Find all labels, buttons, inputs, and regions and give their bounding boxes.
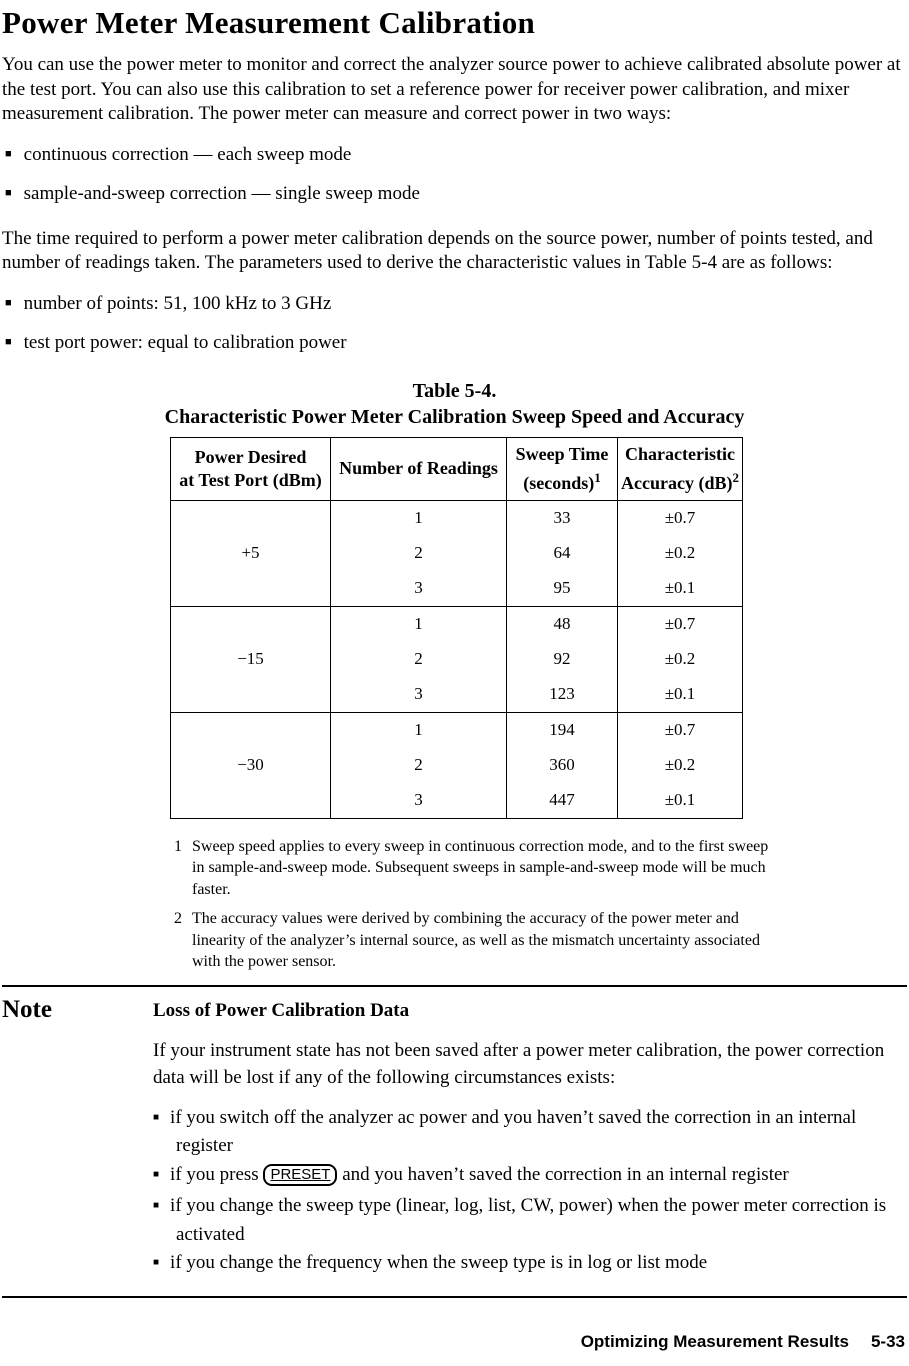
sweep-time-cell: 447 (507, 783, 618, 819)
header-cell-power: Power Desired at Test Port (dBm) (179, 446, 322, 490)
sweep-time-cell: 360 (507, 748, 618, 783)
intro-paragraph: You can use the power meter to monitor and correct the analyzer source power to achieve calibrated absolute power at the test port. You can also use this calibration to set a reference power for receiver power calibration, and mixer measurement calibration. The power meter can measure and correct power in two ways: (2, 54, 901, 125)
accuracy-cell: ±0.1 (618, 783, 743, 819)
readings-cell: 2 (331, 748, 507, 783)
table-row (171, 606, 743, 642)
sweep-time-cell: 33 (507, 500, 618, 536)
list-item: ■ test port power: equal to calibration power (5, 331, 907, 358)
footnote-number: 2 (174, 910, 182, 928)
correction-mode-list (2, 143, 907, 209)
footnote-marker: 1 (594, 469, 601, 485)
table-caption (2, 378, 907, 430)
note-heading: Loss of Power Calibration Data (153, 999, 410, 1021)
note-bullet: ■ if you change the sweep type (linear, log, list, CW, power) when the power meter correction is activated (153, 1193, 905, 1247)
accuracy-cell: ±0.7 (618, 500, 743, 536)
note-bullet (153, 1162, 905, 1191)
table-caption-title: Characteristic Power Meter Calibration Sweep Speed and Accuracy (164, 405, 745, 428)
footnote (174, 836, 774, 901)
accuracy-cell: ±0.7 (618, 712, 743, 748)
footnote-marker: 2 (732, 469, 739, 485)
readings-cell: 1 (331, 712, 507, 748)
table-group-plus5 (171, 500, 743, 606)
readings-cell: 2 (331, 642, 507, 677)
page-number: 5-33 (870, 1332, 905, 1351)
readings-cell: 3 (331, 783, 507, 819)
parameter-list (2, 292, 907, 358)
preset-key: PRESET (263, 1164, 337, 1186)
note-bullet-text: and you haven’t saved the correction in an internal register (337, 1163, 789, 1185)
footer-chapter-title: Optimizing Measurement Results (580, 1332, 849, 1351)
header-cell-readings: Number of Readings (331, 437, 507, 500)
accuracy-cell: ±0.2 (618, 642, 743, 677)
list-item: ■ number of points: 51, 100 kHz to 3 GHz (5, 292, 907, 319)
note-bullet: ■ if you switch off the analyzer ac power and you haven’t saved the correction in an internal register (153, 1105, 905, 1159)
readings-cell: 2 (331, 536, 507, 571)
footnote-text: Sweep speed applies to every sweep in continuous correction mode, and to the first sweep in sample-and-sweep mode. Subsequent sweeps in sample-and-sweep mode will be much faster. (192, 837, 769, 898)
accuracy-cell: ±0.2 (618, 748, 743, 783)
accuracy-cell: ±0.7 (618, 606, 743, 642)
sweep-time-cell: 95 (507, 571, 618, 607)
sweep-time-cell: 64 (507, 536, 618, 571)
readings-cell: 3 (331, 571, 507, 607)
table-row (171, 712, 743, 748)
table-group-minus30 (171, 712, 743, 818)
note-bullet-list (153, 1105, 905, 1279)
sweep-time-cell: 123 (507, 677, 618, 713)
sweep-time-cell: 92 (507, 642, 618, 677)
note-content (153, 997, 907, 1282)
bottom-divider (2, 1296, 907, 1298)
header-cell-accuracy: Characteristic Accuracy (dB)$^2$ (618, 437, 743, 500)
note-bullet: ■ if you change the frequency when the sweep type is in log or list mode (153, 1250, 905, 1279)
footnote-text: The accuracy values were derived by combining the accuracy of the power meter and linearity of the analyzer’s internal source, as well as the mismatch uncertainty associated with the power sensor. (192, 910, 760, 971)
footnote (174, 908, 774, 973)
list-item: ■ continuous correction — each sweep mode (5, 143, 907, 170)
header-cell-sweep-time: Sweep Time (seconds)$^1$ (507, 437, 618, 500)
accuracy-cell: ±0.2 (618, 536, 743, 571)
power-cell: +5 (241, 543, 260, 563)
power-cell: −30 (237, 755, 264, 775)
note-bullet-text: if you press (170, 1163, 264, 1185)
readings-cell: 3 (331, 677, 507, 713)
table-group-minus15 (171, 606, 743, 712)
page-title: Power Meter Measurement Calibration (2, 5, 536, 40)
readings-cell: 1 (331, 500, 507, 536)
table-caption-number: Table 5-4. (412, 379, 497, 402)
list-item: ■ sample-and-sweep correction — single sweep mode (5, 182, 907, 209)
sweep-time-cell: 194 (507, 712, 618, 748)
sweep-time-paragraph: The time required to perform a power meter calibration depends on the source power, number of points tested, and number of readings taken. The parameters used to derive the characteristic values in Table 5-4 are as follows: (2, 227, 873, 274)
sweep-time-cell: 48 (507, 606, 618, 642)
note-section (2, 985, 907, 1282)
page-footer (581, 1332, 905, 1352)
note-label: Note (2, 995, 52, 1023)
calibration-table (170, 437, 743, 819)
accuracy-cell: ±0.1 (618, 571, 743, 607)
power-cell: −15 (237, 649, 264, 669)
footnote-number: 1 (174, 837, 182, 855)
note-paragraph: If your instrument state has not been saved after a power meter calibration, the power correction data will be lost if any of the following circumstances exists: (153, 1039, 885, 1088)
readings-cell: 1 (331, 606, 507, 642)
table-row (171, 500, 743, 536)
accuracy-cell: ±0.1 (618, 677, 743, 713)
table-footnotes (174, 836, 774, 973)
table-header-row (171, 437, 743, 500)
